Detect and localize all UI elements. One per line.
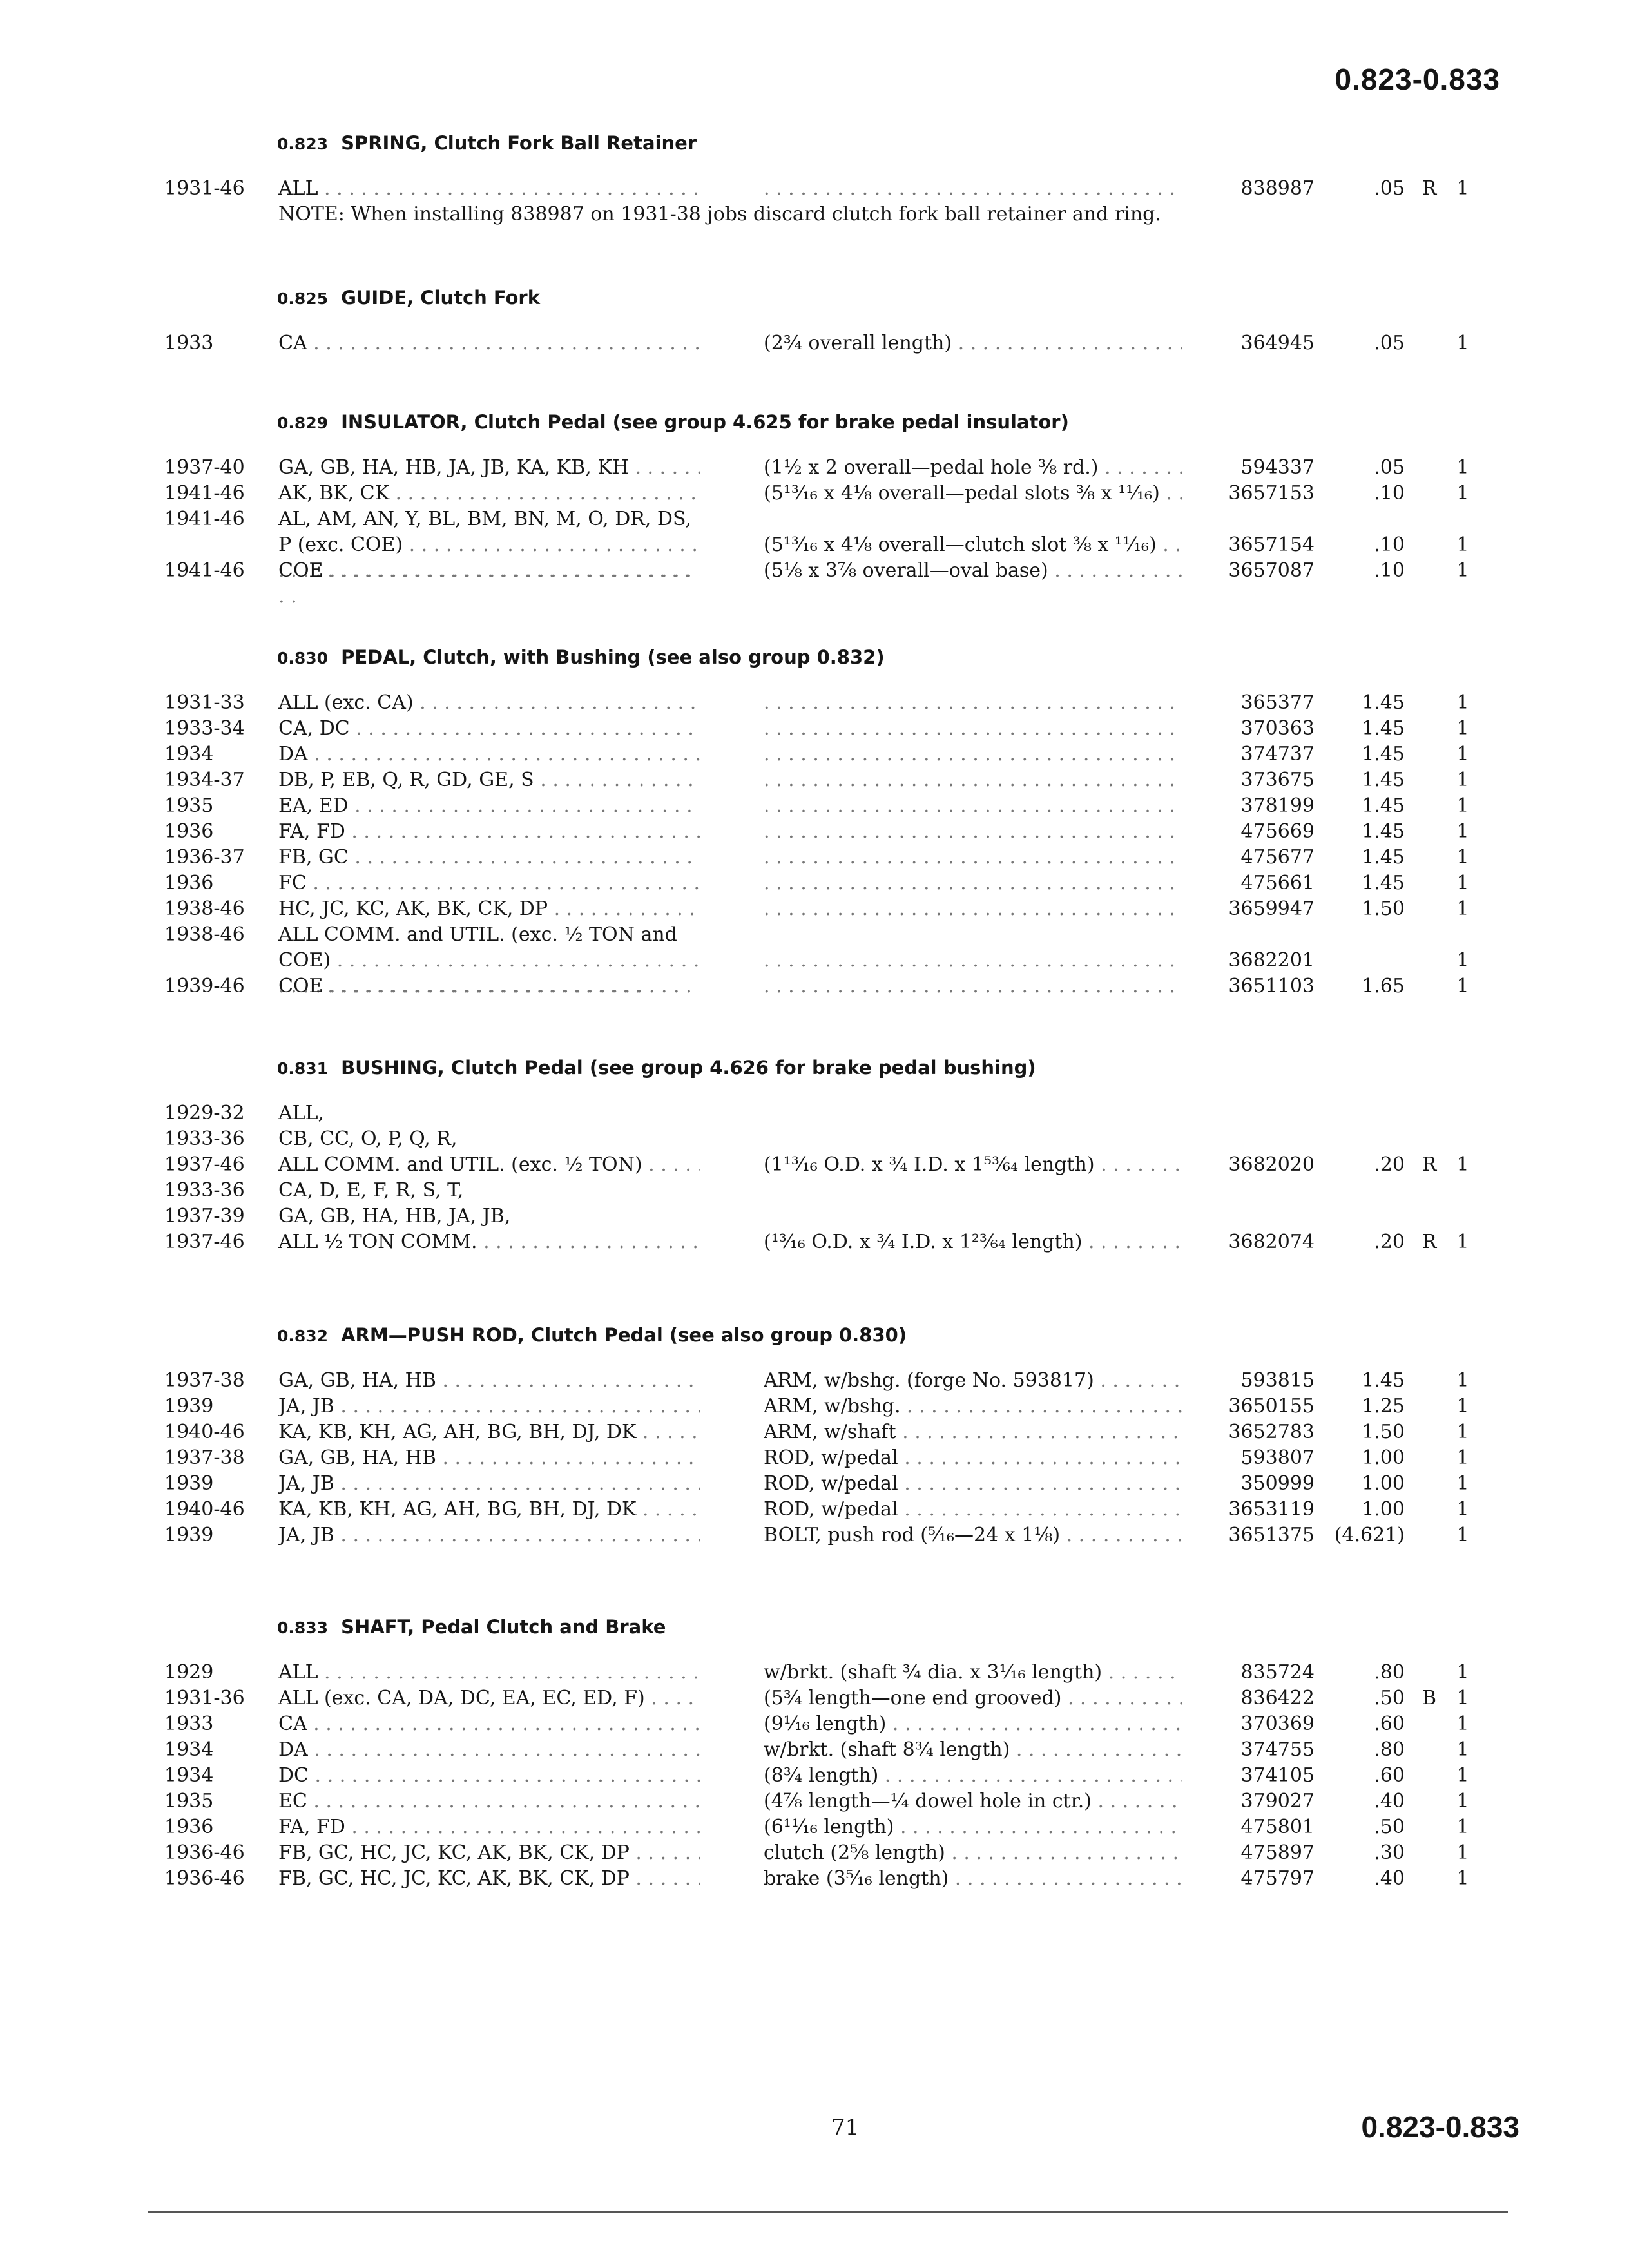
parts-list [0, 1660, 1629, 1892]
row-price: 1.00 [1362, 1472, 1405, 1495]
row-part-number: 3682074 [1228, 1231, 1315, 1253]
row-description: w/brkt. (shaft ¾ dia. x 3¹⁄₁₆ length) . . . [764, 1660, 1182, 1686]
row-models: ALL . . . [278, 176, 700, 202]
row-part-number: 3657154 [1228, 533, 1315, 556]
row-models: GA, GB, HA, HB, JA, JB, [278, 1205, 511, 1227]
row-quantity: 1 [1456, 559, 1469, 582]
row-part-number: 3650155 [1228, 1395, 1315, 1418]
page-header: 0.823-0.833 [1335, 62, 1500, 96]
part-row [0, 1368, 1629, 1394]
row-description: (¹³⁄₁₆ O.D. x ¾ I.D. x 1²³⁄₆₄ length) . . . [764, 1229, 1182, 1255]
parts-list [0, 455, 1629, 584]
row-years: 1939 [164, 1395, 214, 1418]
row-code: R [1422, 1231, 1437, 1253]
row-models: ALL (exc. CA, DA, DC, EA, EC, ED, F) . . . [278, 1686, 700, 1711]
row-part-number: 365377 [1240, 691, 1315, 714]
row-part-number: 379027 [1240, 1790, 1315, 1812]
section-number: 0.833 [277, 1619, 329, 1637]
row-models: GA, GB, HA, HB . . . [278, 1445, 700, 1471]
part-row [0, 1471, 1629, 1497]
row-description: ROD, w/pedal . . . [764, 1445, 1182, 1471]
row-years: 1940-46 [164, 1498, 245, 1521]
row-years: 1931-33 [164, 691, 245, 714]
row-years: 1933-34 [164, 717, 245, 740]
part-row [0, 1523, 1629, 1548]
part-row [0, 1711, 1629, 1737]
row-description [764, 742, 1182, 767]
row-price: .05 [1374, 177, 1405, 200]
row-price: .10 [1374, 482, 1405, 505]
row-years: 1931-46 [164, 177, 245, 200]
row-price: .10 [1374, 533, 1405, 556]
row-quantity: 1 [1456, 533, 1469, 556]
row-part-number: 3653119 [1228, 1498, 1315, 1521]
parts-list [0, 331, 1629, 356]
row-models: DB, P, EB, Q, R, GD, GE, S . . . [278, 767, 700, 793]
section-heading [277, 646, 885, 668]
row-part-number: 594337 [1240, 456, 1315, 479]
parts-list [0, 1100, 1629, 1255]
row-models: FB, GC . . . [278, 845, 700, 870]
row-years: 1929-32 [164, 1102, 245, 1124]
row-models: EC . . . [278, 1789, 700, 1814]
row-price: 1.45 [1362, 872, 1405, 894]
part-row [0, 974, 1629, 999]
section-heading [277, 1616, 666, 1638]
part-row [0, 331, 1629, 356]
part-row [0, 176, 1629, 202]
row-years: 1931-36 [164, 1687, 245, 1709]
row-models: ALL, [278, 1102, 325, 1124]
section-heading [277, 1057, 1036, 1079]
row-code: R [1422, 1153, 1437, 1176]
row-quantity: 1 [1456, 1472, 1469, 1495]
row-years: 1941-46 [164, 559, 245, 582]
part-row [0, 1840, 1629, 1866]
row-years: 1937-38 [164, 1446, 245, 1469]
part-row [0, 1229, 1629, 1255]
row-description [764, 176, 1182, 202]
row-quantity: 1 [1456, 820, 1469, 843]
part-row [0, 690, 1629, 716]
row-price: .50 [1374, 1816, 1405, 1838]
row-years: 1936-46 [164, 1867, 245, 1890]
row-models: COE . . . [278, 558, 700, 584]
row-part-number: 374737 [1240, 743, 1315, 765]
bottom-rule [148, 2211, 1508, 2213]
row-description [764, 793, 1182, 819]
row-part-number: 3659947 [1228, 898, 1315, 920]
row-description [764, 845, 1182, 870]
row-quantity: 1 [1456, 743, 1469, 765]
row-models: FC . . . [278, 870, 700, 896]
row-years: 1934-37 [164, 769, 245, 791]
row-models: DC . . . [278, 1763, 700, 1789]
row-price: .40 [1374, 1790, 1405, 1812]
row-description: (4⅞ length—¼ dowel hole in ctr.) . . . [764, 1789, 1182, 1814]
row-description: (5¾ length—one end grooved) . . . [764, 1686, 1182, 1711]
row-description [764, 974, 1182, 999]
row-years: 1934 [164, 1738, 214, 1761]
part-row [0, 742, 1629, 767]
section-number: 0.832 [277, 1327, 329, 1345]
section-title: PEDAL, Clutch, with Bushing (see also group 0.832) [341, 646, 885, 668]
row-quantity: 1 [1456, 1369, 1469, 1392]
row-models: COE . . . [278, 974, 700, 999]
row-price: 1.45 [1362, 1369, 1405, 1392]
row-description: (5¹³⁄₁₆ x 4⅛ overall—clutch slot ⅜ x ¹¹⁄₁₆) . . . [764, 532, 1182, 558]
row-models: JA, JB . . . [278, 1471, 700, 1497]
part-row [0, 1866, 1629, 1892]
part-row [0, 1686, 1629, 1711]
row-part-number: 475669 [1240, 820, 1315, 843]
section-number: 0.830 [277, 649, 329, 668]
row-description: ROD, w/pedal . . . [764, 1471, 1182, 1497]
row-years: 1936-37 [164, 846, 245, 869]
row-quantity: 1 [1456, 456, 1469, 479]
row-quantity: 1 [1456, 1153, 1469, 1176]
row-models: DA . . . [278, 742, 700, 767]
row-price: 1.45 [1362, 769, 1405, 791]
row-quantity: 1 [1456, 1446, 1469, 1469]
part-row [0, 1814, 1629, 1840]
row-quantity: 1 [1456, 769, 1469, 791]
row-description [764, 870, 1182, 896]
row-years: 1937-46 [164, 1231, 245, 1253]
row-quantity: 1 [1456, 1231, 1469, 1253]
part-row [0, 1737, 1629, 1763]
page-number: 71 [831, 2115, 860, 2140]
row-price: 1.45 [1362, 743, 1405, 765]
row-models: CA . . . [278, 1711, 700, 1737]
section-number: 0.823 [277, 135, 329, 153]
section-heading [277, 1324, 907, 1346]
part-row [0, 793, 1629, 819]
row-price: 1.50 [1362, 898, 1405, 920]
row-years: 1941-46 [164, 482, 245, 505]
row-models: CA, DC . . . [278, 716, 700, 742]
row-part-number: 373675 [1240, 769, 1315, 791]
row-models: GA, GB, HA, HB, JA, JB, KA, KB, KH . . . [278, 455, 700, 481]
row-part-number: 3657153 [1228, 482, 1315, 505]
row-models: KA, KB, KH, AG, AH, BG, BH, DJ, DK . . . [278, 1497, 700, 1523]
row-part-number: 374755 [1240, 1738, 1315, 1761]
row-models: EA, ED . . . [278, 793, 700, 819]
row-price: .20 [1374, 1231, 1405, 1253]
row-description: (1½ x 2 overall—pedal hole ⅜ rd.) . . . [764, 455, 1182, 481]
row-part-number: 350999 [1240, 1472, 1315, 1495]
section-heading [277, 132, 697, 154]
row-price: 1.25 [1362, 1395, 1405, 1418]
row-years: 1933-36 [164, 1179, 245, 1202]
part-row [0, 1445, 1629, 1471]
row-part-number: 3682201 [1228, 949, 1315, 972]
row-part-number: 475897 [1240, 1841, 1315, 1864]
row-description: (2¾ overall length) . . . [764, 331, 1182, 356]
row-models: FA, FD . . . [278, 819, 700, 845]
row-description: (8¾ length) . . . [764, 1763, 1182, 1789]
row-quantity: 1 [1456, 332, 1469, 354]
row-years: 1936 [164, 1816, 214, 1838]
row-description: ARM, w/bshg. (forge No. 593817) . . . [764, 1368, 1182, 1394]
row-quantity: 1 [1456, 177, 1469, 200]
row-description: brake (3⁵⁄₁₆ length) . . . [764, 1866, 1182, 1892]
row-price: 1.45 [1362, 691, 1405, 714]
row-models: CA . . . [278, 331, 700, 356]
row-part-number: 593807 [1240, 1446, 1315, 1469]
row-quantity: 1 [1456, 1764, 1469, 1787]
part-row [0, 506, 1629, 558]
row-years: 1935 [164, 794, 214, 817]
section-number: 0.829 [277, 414, 329, 432]
row-part-number: 3657087 [1228, 559, 1315, 582]
part-row [0, 1763, 1629, 1789]
row-years: 1937-39 [164, 1205, 245, 1227]
row-description: (1¹³⁄₁₆ O.D. x ¾ I.D. x 1⁵³⁄₆₄ length) . . . [764, 1152, 1182, 1178]
row-quantity: 1 [1456, 1713, 1469, 1735]
row-models: ALL COMM. and UTIL. (exc. ½ TON and COE) . . . [278, 922, 700, 999]
section-title: ARM—PUSH ROD, Clutch Pedal (see also group 0.830) [341, 1324, 907, 1346]
section-note: NOTE: When installing 838987 on 1931-38 jobs discard clutch fork ball retainer and ring. [278, 203, 1161, 226]
row-price: .80 [1374, 1738, 1405, 1761]
part-row [0, 1100, 1629, 1126]
row-years: 1937-38 [164, 1369, 245, 1392]
row-description: ARM, w/bshg. . . . [764, 1394, 1182, 1419]
part-row [0, 819, 1629, 845]
row-models: ALL COMM. and UTIL. (exc. ½ TON) . . . [278, 1152, 700, 1178]
row-description [764, 819, 1182, 845]
row-quantity: 1 [1456, 1395, 1469, 1418]
row-years: 1941-46 [164, 508, 245, 530]
row-quantity: 1 [1456, 482, 1469, 505]
row-part-number: 370369 [1240, 1713, 1315, 1735]
row-years: 1939-46 [164, 975, 245, 997]
row-models: JA, JB . . . [278, 1394, 700, 1419]
row-price: 1.50 [1362, 1421, 1405, 1443]
row-years: 1938-46 [164, 923, 245, 946]
row-models: JA, JB . . . [278, 1523, 700, 1548]
row-years: 1938-46 [164, 898, 245, 920]
section-title: GUIDE, Clutch Fork [341, 287, 541, 309]
part-row [0, 1178, 1629, 1204]
row-part-number: 374105 [1240, 1764, 1315, 1787]
part-row [0, 481, 1629, 506]
row-part-number: 475797 [1240, 1867, 1315, 1890]
part-row [0, 455, 1629, 481]
part-row [0, 558, 1629, 584]
row-description [764, 767, 1182, 793]
row-description: BOLT, push rod (⁵⁄₁₆—24 x 1⅛) . . . [764, 1523, 1182, 1548]
row-years: 1933 [164, 332, 214, 354]
row-description [764, 716, 1182, 742]
row-years: 1936 [164, 820, 214, 843]
parts-list [0, 690, 1629, 999]
row-code: R [1422, 177, 1437, 200]
row-models: FA, FD . . . [278, 1814, 700, 1840]
row-quantity: 1 [1456, 1867, 1469, 1890]
row-models: CA, D, E, F, R, S, T, [278, 1179, 464, 1202]
section-title: BUSHING, Clutch Pedal (see group 4.626 for brake pedal bushing) [341, 1057, 1036, 1079]
row-years: 1934 [164, 743, 214, 765]
part-row [0, 922, 1629, 974]
row-part-number: 475801 [1240, 1816, 1315, 1838]
row-quantity: 1 [1456, 872, 1469, 894]
row-years: 1929 [164, 1661, 214, 1684]
row-price: 1.45 [1362, 846, 1405, 869]
row-quantity: 1 [1456, 794, 1469, 817]
row-price: 1.45 [1362, 794, 1405, 817]
part-row [0, 767, 1629, 793]
row-price: 1.45 [1362, 717, 1405, 740]
row-models: AK, BK, CK . . . [278, 481, 700, 506]
row-price: 1.00 [1362, 1446, 1405, 1469]
row-years: 1939 [164, 1524, 214, 1546]
row-models: FB, GC, HC, JC, KC, AK, BK, CK, DP . . . [278, 1866, 700, 1892]
row-years: 1936-46 [164, 1841, 245, 1864]
row-price: .60 [1374, 1713, 1405, 1735]
row-part-number: 364945 [1240, 332, 1315, 354]
row-models: ALL (exc. CA) . . . [278, 690, 700, 716]
part-row [0, 1126, 1629, 1152]
row-description: (6¹¹⁄₁₆ length) . . . [764, 1814, 1182, 1840]
row-years: 1933 [164, 1713, 214, 1735]
section-title: SPRING, Clutch Fork Ball Retainer [341, 132, 697, 154]
row-quantity: 1 [1456, 1738, 1469, 1761]
row-quantity: 1 [1456, 1816, 1469, 1838]
part-row [0, 1660, 1629, 1686]
row-description: (5¹³⁄₁₆ x 4⅛ overall—pedal slots ⅜ x ¹¹⁄₁₆) . . . [764, 481, 1182, 506]
row-price: (4.621) [1334, 1524, 1405, 1546]
section-number: 0.831 [277, 1059, 329, 1078]
row-quantity: 1 [1456, 949, 1469, 972]
row-years: 1939 [164, 1472, 214, 1495]
row-description: clutch (2⅝ length) . . . [764, 1840, 1182, 1866]
row-part-number: 3652783 [1228, 1421, 1315, 1443]
row-description: ROD, w/pedal . . . [764, 1497, 1182, 1523]
row-part-number: 370363 [1240, 717, 1315, 740]
row-description: (5⅛ x 3⅞ overall—oval base) . . . [764, 558, 1182, 584]
row-quantity: 1 [1456, 691, 1469, 714]
row-years: 1933-36 [164, 1128, 245, 1150]
row-quantity: 1 [1456, 1421, 1469, 1443]
row-models: ALL . . . [278, 1660, 700, 1686]
row-code: B [1422, 1687, 1437, 1709]
part-row [0, 1419, 1629, 1445]
part-row [0, 1204, 1629, 1229]
row-part-number: 3651375 [1228, 1524, 1315, 1546]
row-quantity: 1 [1456, 1790, 1469, 1812]
row-quantity: 1 [1456, 846, 1469, 869]
row-quantity: 1 [1456, 1841, 1469, 1864]
row-part-number: 593815 [1240, 1369, 1315, 1392]
row-years: 1937-46 [164, 1153, 245, 1176]
row-models: AL, AM, AN, Y, BL, BM, BN, M, O, DR, DS, P (exc. COE) . . . [278, 506, 700, 610]
row-quantity: 1 [1456, 717, 1469, 740]
row-description: w/brkt. (shaft 8¾ length) . . . [764, 1737, 1182, 1763]
row-description [764, 690, 1182, 716]
row-models: HC, JC, KC, AK, BK, CK, DP . . . [278, 896, 700, 922]
row-years: 1940-46 [164, 1421, 245, 1443]
row-years: 1936 [164, 872, 214, 894]
row-price: .50 [1374, 1687, 1405, 1709]
part-row [0, 1497, 1629, 1523]
row-quantity: 1 [1456, 1661, 1469, 1684]
part-row [0, 1789, 1629, 1814]
row-price: .40 [1374, 1867, 1405, 1890]
part-row [0, 870, 1629, 896]
row-part-number: 3682020 [1228, 1153, 1315, 1176]
row-description: (9¹⁄₁₆ length) . . . [764, 1711, 1182, 1737]
row-price: 1.00 [1362, 1498, 1405, 1521]
row-price: 1.65 [1362, 975, 1405, 997]
row-quantity: 1 [1456, 975, 1469, 997]
section-heading [277, 411, 1069, 433]
row-price: .05 [1374, 456, 1405, 479]
row-quantity: 1 [1456, 1498, 1469, 1521]
row-part-number: 838987 [1240, 177, 1315, 200]
row-price: .30 [1374, 1841, 1405, 1864]
row-part-number: 378199 [1240, 794, 1315, 817]
part-row [0, 845, 1629, 870]
row-part-number: 835724 [1240, 1661, 1315, 1684]
part-row [0, 896, 1629, 922]
row-years: 1937-40 [164, 456, 245, 479]
part-row [0, 1152, 1629, 1178]
row-years: 1935 [164, 1790, 214, 1812]
row-quantity: 1 [1456, 898, 1469, 920]
parts-list [0, 176, 1629, 202]
row-price: 1.45 [1362, 820, 1405, 843]
row-models: DA . . . [278, 1737, 700, 1763]
row-models: FB, GC, HC, JC, KC, AK, BK, CK, DP . . . [278, 1840, 700, 1866]
row-models: ALL ½ TON COMM. . . . [278, 1229, 700, 1255]
row-price: .10 [1374, 559, 1405, 582]
row-part-number: 3651103 [1228, 975, 1315, 997]
page-footer: 0.823-0.833 [1361, 2110, 1519, 2144]
row-description: ARM, w/shaft . . . [764, 1419, 1182, 1445]
part-row [0, 1394, 1629, 1419]
row-price: .80 [1374, 1661, 1405, 1684]
section-title: SHAFT, Pedal Clutch and Brake [341, 1616, 666, 1638]
parts-list [0, 1368, 1629, 1548]
row-price: .60 [1374, 1764, 1405, 1787]
row-models: KA, KB, KH, AG, AH, BG, BH, DJ, DK . . . [278, 1419, 700, 1445]
section-number: 0.825 [277, 289, 329, 308]
row-models: GA, GB, HA, HB . . . [278, 1368, 700, 1394]
row-years: 1934 [164, 1764, 214, 1787]
part-row [0, 716, 1629, 742]
row-models: CB, CC, O, P, Q, R, [278, 1128, 458, 1150]
row-quantity: 1 [1456, 1524, 1469, 1546]
row-price: .20 [1374, 1153, 1405, 1176]
row-part-number: 836422 [1240, 1687, 1315, 1709]
row-description [764, 948, 1182, 974]
row-part-number: 475677 [1240, 846, 1315, 869]
row-description [764, 896, 1182, 922]
section-title: INSULATOR, Clutch Pedal (see group 4.625 for brake pedal insulator) [341, 411, 1069, 433]
row-quantity: 1 [1456, 1687, 1469, 1709]
row-part-number: 475661 [1240, 872, 1315, 894]
row-price: .05 [1374, 332, 1405, 354]
section-heading [277, 287, 540, 309]
